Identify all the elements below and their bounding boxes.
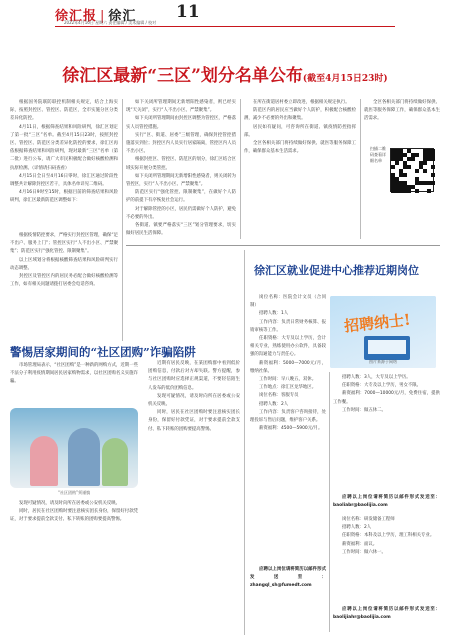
jobs-contact-1 xyxy=(333,494,440,514)
job-line: 任职资格：大专及以上学历，男女不限。 xyxy=(342,383,422,389)
qr-module xyxy=(415,153,419,157)
community-photo xyxy=(10,408,138,488)
column-divider xyxy=(122,99,123,341)
masthead-rule xyxy=(55,26,395,27)
qr-module xyxy=(395,161,399,165)
contact-line[interactable]: 应聘以上岗位请将简历以邮件形式发送至：baoliabr@baolijia.com xyxy=(333,495,440,509)
article-paragraph: 全区各相关部门将持续做好保供、就医等服务保障工作，确保群众基本生活需求。 xyxy=(244,141,356,155)
masthead-brand: 徐汇报 | 徐汇 xyxy=(55,9,137,24)
qr-module xyxy=(391,165,395,169)
photo-caption: “社区团购”须谨慎 xyxy=(57,490,91,495)
article-column-1b xyxy=(10,232,118,342)
job-line: 任职资格：大专及以上学历，会计相关专业，熟练使用办公软件，具备较强的沟通能力与责任心。 xyxy=(250,336,326,358)
article-paragraph: 同时，居民在社区团购时要注意核实团长身份，保留好付款凭证，对于要求提前全款支付、私下转账的团购要提高警惕。 xyxy=(148,410,240,432)
qr-module xyxy=(423,169,427,173)
qr-module xyxy=(415,169,419,173)
job-line: 薪资福利：面议。 xyxy=(342,541,378,547)
article-column-2 xyxy=(126,99,236,341)
job-line: 任职资格：本科及以上学历，理工科相关专业。 xyxy=(342,533,435,539)
section-name: 徐汇 xyxy=(108,9,137,24)
column-divider xyxy=(244,250,245,635)
job-line: 工作地点：徐汇区龙华地区。 xyxy=(259,385,317,391)
community-column-1b xyxy=(10,500,138,630)
article-paragraph: 对于解除管控的小区，居民仍需做好个人防护，避免不必要的外出。 xyxy=(126,206,236,220)
community-column-2 xyxy=(148,360,240,630)
article-paragraph: 全区各相关部门将持续做好保供、就医等服务保障工作，确保群众基本生活需求。 xyxy=(364,100,440,122)
headline-note: (截至4月15日23时) xyxy=(302,74,388,84)
article-paragraph: 根据封控区、管控区、防范区的划分，徐汇区结合区域实际开展分类管控。 xyxy=(126,157,236,171)
job-line: 招聘人数：1人 xyxy=(259,311,289,317)
article-paragraph: 在所在街道居村委立即改进，根据相关规定执行。 xyxy=(253,100,350,105)
column-divider xyxy=(329,372,330,632)
brand-name: 徐汇报 xyxy=(55,9,98,24)
contact-line[interactable]: 应聘以上岗位请将简历以邮件形式发送至：baolijiahr@baolijia.com xyxy=(333,607,440,621)
qr-code-icon[interactable] xyxy=(390,148,434,192)
job-line: 招聘人数：2人 xyxy=(259,401,289,407)
headline-title: 徐汇区最新“三区”划分名单公布 xyxy=(62,66,303,86)
article-column-3 xyxy=(244,99,356,239)
qr-module xyxy=(427,189,431,193)
article-column-4 xyxy=(364,99,440,143)
qr-module xyxy=(431,157,435,161)
job-line: 工作时间：做五休二。 xyxy=(342,407,386,413)
laptop-icon xyxy=(364,336,410,360)
jobs-banner-image xyxy=(330,296,436,368)
date-line: 2022年4月16日 星期六 责任编辑 / 美术编辑 / 校对 xyxy=(64,20,157,25)
article-paragraph: 同时，居民在社区团购时要注意核实团长身份，保留好付款凭证，对于要求提前全款支付、私下转账的团购要提高警惕。 xyxy=(10,509,138,523)
jobs-contact-3 xyxy=(333,606,440,630)
qr-module xyxy=(407,189,411,193)
qr-module xyxy=(403,173,407,177)
article-paragraph: 实行“区、街道、居委”三级管理，确保封控管控措施落实到位；封控区内人员实行居家隔离，管控区内人员不出小区。 xyxy=(126,132,236,155)
section-divider xyxy=(126,245,440,246)
article-paragraph: 防范区实行“强化管控、限制聚集”，在做好个人防护的前提下有序恢复社会运行。 xyxy=(126,190,236,204)
job-line: 岗位名称：客服专员 xyxy=(259,393,299,399)
community-article-title: 警惕居家期间的“社区团购”诈骗陷阱 xyxy=(10,345,196,359)
job-line: 岗位名称：医院会计文员（合同制） xyxy=(250,295,326,309)
jobs-contact-2 xyxy=(250,566,326,596)
article-paragraph: 发现可疑情况，请及时向所在居委或公安机关反映。 xyxy=(19,501,120,506)
job-line: 薪资福利：4500—5900元/月。 xyxy=(259,426,323,432)
article-paragraph: 如下关闭所管理期间由封控区调整为管控区，严格落实人员管控措施。 xyxy=(126,116,236,130)
job-line: 薪资福利：7000—10000元/月，免费住宿，提供工作餐。 xyxy=(333,391,440,405)
jobs-column-3 xyxy=(333,374,440,490)
article-paragraph: 根据国务院联防联控机制相关规定，结合上海实际，按照封控区、管控区、防范区，全市实施分区分类差异化防控。 xyxy=(10,100,118,122)
qr-caption: 扫描二维码查看详细名单 xyxy=(370,146,386,163)
job-line: 工作时间：做六休一。 xyxy=(342,549,386,555)
column-divider xyxy=(240,99,241,239)
qr-module xyxy=(431,165,435,169)
column-divider xyxy=(360,99,361,239)
article-paragraph: 防范区内的居民应当做好个人防护，积极配合核酸检测，减少不必要的外出和聚集。 xyxy=(244,108,356,122)
job-line: 薪资福利：5000—7000元/月，缴纳社保。 xyxy=(250,360,326,374)
qr-module xyxy=(431,181,435,185)
job-line: 工作内容：负责客户咨询接待，处理投诉与售后问题，维护客户关系。 xyxy=(250,409,326,424)
article-paragraph: 如下关闭所管理期间无新增阳性感染者，则已经实现“天关闭”，实行“人不出小区、严禁聚集”。 xyxy=(126,100,236,114)
job-line: 招聘人数：2人 xyxy=(342,525,372,531)
qr-module xyxy=(423,161,427,165)
community-column-1 xyxy=(10,362,138,406)
banner-caption: 图片来源于网络 xyxy=(369,359,397,364)
qr-module xyxy=(415,189,419,193)
article-paragraph: 如下关闭所管理期间无新增阳性感染者，则关闭转为管控区，实行“人不出小区、严禁聚集”。 xyxy=(126,173,236,188)
masthead xyxy=(0,0,450,27)
qr-module xyxy=(411,157,415,161)
article-paragraph: 各街道、镇要严格落实“三区”划分管理要求，切实做好居民生活保障。 xyxy=(126,223,236,237)
article-column-1 xyxy=(10,99,118,231)
article-paragraph: 4月15日全日至4月16日零时，徐汇区通过阶段性调整共计解除封控区若干，具体名单详见二维码。 xyxy=(10,173,118,188)
job-line: 招聘人数：3人，大专及以上学历。 xyxy=(342,375,411,380)
article-paragraph: 近期有居民反映，在某团购群中看到低价团购信息，付款后对方却失联。警方提醒，参与社区团购时应选择正规渠道，不要轻信陌生人发布的低价团购信息。 xyxy=(148,361,240,391)
jobs-column-3b xyxy=(333,516,440,596)
page-number: 11 xyxy=(176,2,200,22)
jobs-title: 徐汇区就业促进中心推荐近期岗位 xyxy=(254,264,419,277)
article-paragraph: 居民如有疑问，可咨询所在街道、镇疫情防控指挥部。 xyxy=(244,124,356,138)
contact-line[interactable]: 应聘以上岗位请将简历以邮件形式发送至：zhangql_sh@fumedt.com xyxy=(250,567,326,589)
article-paragraph: 根据疫情防控要求，严格实行封控区管理，确保“足不出户、服务上门”；管控区实行“人不出小区、严禁聚集”；防范区实行“强化管控、限制聚集”。 xyxy=(10,233,118,255)
article-paragraph: 发现可疑情况，请及时向所在居委或公安机关反映。 xyxy=(148,393,240,408)
article-paragraph: 封控区及管控区内的居民务必配合做好核酸检测等工作，如有相关问题请拨打居委会电话咨询。 xyxy=(10,274,118,288)
article-paragraph: 以上区域划分将根据核酸筛查结果和风险研判实行动态调整。 xyxy=(10,257,118,271)
qr-module xyxy=(407,165,411,169)
main-headline xyxy=(0,61,450,86)
job-line: 工作内容：负责日常财务核算、报销审核等工作。 xyxy=(250,319,326,333)
article-paragraph: 4月16日9时至15时，根据目前的筛查结果和风险研判，徐汇区最新防范区调整如下： xyxy=(10,190,118,204)
article-paragraph: 4月11日，根据筛查结果和风险研判，徐汇区划定了第一批“三区”名单。截至4月15日23时，按照封控区、管控区、防范区分类差异化防控的要求，徐汇区再依根据筛查结果和风险研判，现对最新“三区”名单（第二批）进行公布，请广大市民积极配合做好核酸检测和抗原检测。（详情请扫码查看） xyxy=(10,124,118,171)
job-line: 工作时间：早八晚五，双休。 xyxy=(259,377,317,383)
article-paragraph: 市场管理局表示，“社区团购”是一种新的网购方式，近期一些不法分子利用疫情期间居民居家购物需求，以社区团购名义实施诈骗。 xyxy=(10,363,138,385)
qr-module xyxy=(431,173,435,177)
banner-text: 招聘纳士! xyxy=(343,310,412,336)
jobs-column-1 xyxy=(250,294,326,564)
job-line: 岗位名称：研发储备工程师 xyxy=(342,517,395,522)
